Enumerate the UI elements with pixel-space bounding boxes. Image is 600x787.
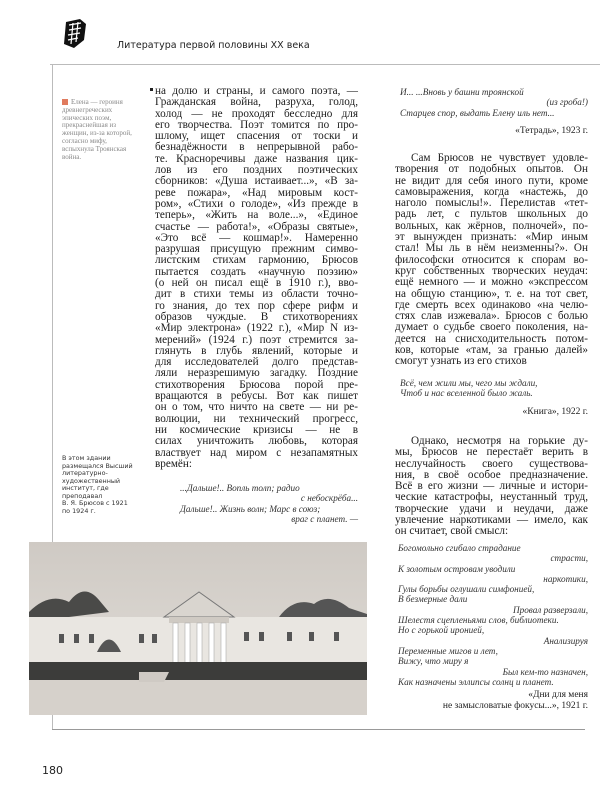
caption-line: художественный xyxy=(62,476,121,485)
header-divider xyxy=(50,64,600,65)
caption-line: В этом здании xyxy=(62,454,111,462)
text-line: стихотворения Брюсова порой пре- xyxy=(155,378,358,391)
poem-line: Но с горькой иронией, xyxy=(398,625,485,636)
text-line: силах уничтожить любовь, которая xyxy=(155,435,358,448)
text-line: холод — не проходят бесследно для xyxy=(155,107,358,120)
main-column-poem xyxy=(180,483,358,524)
poem-line: враг с планет. — xyxy=(291,513,358,524)
text-line: реве пожара», «Над мировым кост- xyxy=(155,186,358,199)
text-line: радь лет, с пультов школьных до xyxy=(395,208,588,221)
source-kniga: «Книга», 1922 г. xyxy=(522,407,588,417)
text-line: Всё в его жизни — личные и истори- xyxy=(395,480,588,493)
text-line: философски относится к спорам во- xyxy=(395,253,588,266)
text-line: ческие катастрофы, неустанный труд, xyxy=(395,491,588,504)
text-line: на долю и страны, и самого поэта, — xyxy=(155,85,358,97)
poem-line: Богомольно сгибало страдание xyxy=(398,543,521,553)
sidebar-note-text: Елена — героиня древнегреческих эпических поэм, прекраснейшая из женщин, из-за которой, согласно мифу, вспыхнула Троянская война. xyxy=(62,98,132,161)
text-line: сборников: «Душа истаивает...», «В за- xyxy=(155,175,358,188)
text-line: ром», «Стихи о голоде», «Из прежде в xyxy=(155,197,358,210)
text-line: стал! Мы ль в нём неизменны?». Он xyxy=(395,242,588,255)
text-line: ещё немного — и можно «экспрессом xyxy=(395,276,588,289)
text-line: мерений» (1924 г.) поэт стремится за- xyxy=(155,333,358,346)
text-line: наголо помыслы!». Перелистав «тет- xyxy=(395,197,588,210)
text-line: эт вынужден признать: «Мир иным xyxy=(395,231,588,244)
poem-line: (из гроба!) xyxy=(546,97,588,108)
poem-line: Гулы борьбы оглушали симфонией, xyxy=(398,584,535,595)
text-line: для исследователей долго представ- xyxy=(155,356,358,369)
text-line: увлечение наркотиками — имело, как xyxy=(395,514,588,527)
text-line: деется на снисходительность потом- xyxy=(395,332,588,345)
text-line: разрушая присущую прежним симво- xyxy=(155,243,358,256)
text-line: мы, Брюсов не перестаёт верить в xyxy=(395,446,588,459)
poem-line: Чтоб и нас вселенной было жаль. xyxy=(400,388,533,399)
text-line: Гражданская война, разруха, голод, xyxy=(155,96,358,109)
text-line: (о ней он писал ещё в 1910 г.), вво- xyxy=(155,277,358,290)
text-line: его творчества. Поэт томится по про- xyxy=(155,118,358,131)
poem-line: Шелестя сцепленьями слов, библиотеки. xyxy=(398,615,559,626)
text-line: на общую станцию», т. е. на тот свет, xyxy=(395,287,588,300)
text-line: шлому, ищет спасения от тоски и xyxy=(155,130,358,143)
text-line: думает о судьбе своего поколения, на- xyxy=(395,321,588,334)
poem-line: Был кем-то назначен, xyxy=(502,666,588,677)
right-poem-kniga xyxy=(400,378,588,399)
caption-line: по 1924 г. xyxy=(62,506,96,515)
poem-line: В безмерные дали xyxy=(398,594,468,605)
poem-line: Анализируя xyxy=(543,635,588,646)
poem-line: ...Дальше!.. Вопль толп; радио xyxy=(180,483,300,493)
text-line: неслучайность своего существова- xyxy=(395,457,588,470)
caption-line: В. Я. Брюсов с 1921 xyxy=(62,499,128,507)
text-line: ляли неразрешимую загадку. Поздние xyxy=(155,367,358,380)
poem-line: наркотики, xyxy=(543,573,588,584)
poem-line: Как назначены эллипсы солнц и планет. xyxy=(398,676,554,687)
note-bullet-icon xyxy=(62,99,68,105)
text-line: ни космические кризисы — не в xyxy=(155,423,358,436)
photo-caption xyxy=(62,455,152,515)
column-marker xyxy=(150,88,153,91)
caption-line: преподавал xyxy=(62,491,103,500)
text-line: образов чуждые. В стихотворениях xyxy=(155,310,358,323)
text-line: ков, которые «там, за гранью далей» xyxy=(395,344,588,357)
text-line: волюции, ни технический прогресс, xyxy=(155,412,358,425)
text-line: го знания, до тех пор сфере рифм и xyxy=(155,299,358,312)
text-line: те. Красноречивы даже названия цик- xyxy=(155,152,358,165)
text-line: творения от подобных опытов. Он xyxy=(395,163,588,176)
text-line: самовыражения, когда «настежь, до xyxy=(395,185,588,198)
poem-line: Всё, чем жили мы, чего мы ждали, xyxy=(400,378,538,388)
text-line: пытается создать «научную поэзию» xyxy=(155,265,358,278)
page-number: 180 xyxy=(42,764,63,777)
text-line: творческие удачи и неудачи, даже xyxy=(395,502,588,515)
poem-line: с небоскрёба... xyxy=(300,493,358,504)
building-photo xyxy=(29,542,367,715)
text-line: властвует над миром с незапамятных xyxy=(155,446,358,459)
poem-line: Старцев спор, выдать Елену иль нет... xyxy=(400,107,555,118)
text-line: времён: xyxy=(155,457,192,470)
source-dni-line: не замысловатые фокусы...», 1921 г. xyxy=(442,700,588,711)
poem-line: Вижу, что миру я xyxy=(398,656,469,667)
text-line: он о том, что ничто на свете — ни ре- xyxy=(155,401,358,414)
text-line: он считает, свой смысл: xyxy=(395,525,509,538)
caption-line: литературно- xyxy=(62,469,108,477)
text-line: круг собственных творческих неудач: xyxy=(395,264,588,277)
right-poem-troy xyxy=(400,87,588,118)
main-column-text xyxy=(155,86,358,470)
book-hand-icon xyxy=(60,18,90,50)
text-line: «Это всё — кошмар!». Намеренно xyxy=(155,231,358,244)
text-line: теперь», «Жить на воле...», «Единое xyxy=(155,209,358,222)
poem-line: Дальше!.. Жизнь волн; Марс в союз; xyxy=(180,503,321,514)
text-line: смогут узнать из его стихов xyxy=(395,355,527,368)
right-paragraph-2 xyxy=(395,436,588,538)
text-line: Сам Брюсов не чувствует удовле- xyxy=(411,152,588,164)
poem-line: И... ...Вновь у башни троянской xyxy=(400,87,524,97)
text-line: не видит для себя иного пути, кроме xyxy=(395,174,588,187)
poem-line: Провал разверзали, xyxy=(512,604,588,615)
caption-line: институт, где xyxy=(62,484,109,492)
poem-line: К золотым островам уводили xyxy=(398,563,516,574)
text-line: стях слав изжевала». Брюсов с болью xyxy=(395,310,588,323)
poem-line: страсти, xyxy=(550,553,588,564)
source-dni-line: «Дни для меня xyxy=(528,690,588,700)
running-header-title: Литература первой половины XX века xyxy=(117,40,310,51)
poem-line: Переменные мигов и лет, xyxy=(398,645,498,656)
text-line: листским стихам гармонию, Брюсов xyxy=(155,254,358,267)
text-line: дит в стихи темы из области точно- xyxy=(155,288,358,301)
right-paragraph-1 xyxy=(395,153,588,368)
text-line: вращаются в ребусы. Вот как пишет xyxy=(155,390,358,403)
sidebar-note xyxy=(62,99,140,161)
source-tetrad: «Тетрадь», 1923 г. xyxy=(515,126,588,136)
text-line: безнадёжности в непрерывной рабо- xyxy=(155,141,358,154)
text-line: где смерть всех одинаково «на челю- xyxy=(395,298,588,311)
text-line: глянуть в глубь явлений, которые и xyxy=(155,344,358,357)
source-dni xyxy=(400,690,588,711)
right-poem-dni xyxy=(398,543,588,687)
text-line: ния, в своё особое предназначение. xyxy=(395,468,588,481)
text-line: Однако, несмотря на горькие ду- xyxy=(411,435,588,447)
caption-line: размещался Высший xyxy=(62,461,133,470)
text-line: вольных, как жёрнов, полночей», по- xyxy=(395,219,588,232)
text-line: счастье — работа!», «Образы святые», xyxy=(155,220,358,233)
text-line: лов из его поздних поэтических xyxy=(155,164,358,177)
footer-divider xyxy=(52,729,585,730)
text-line: «Мир электрона» (1922 г.), «Мир N из- xyxy=(155,322,358,335)
